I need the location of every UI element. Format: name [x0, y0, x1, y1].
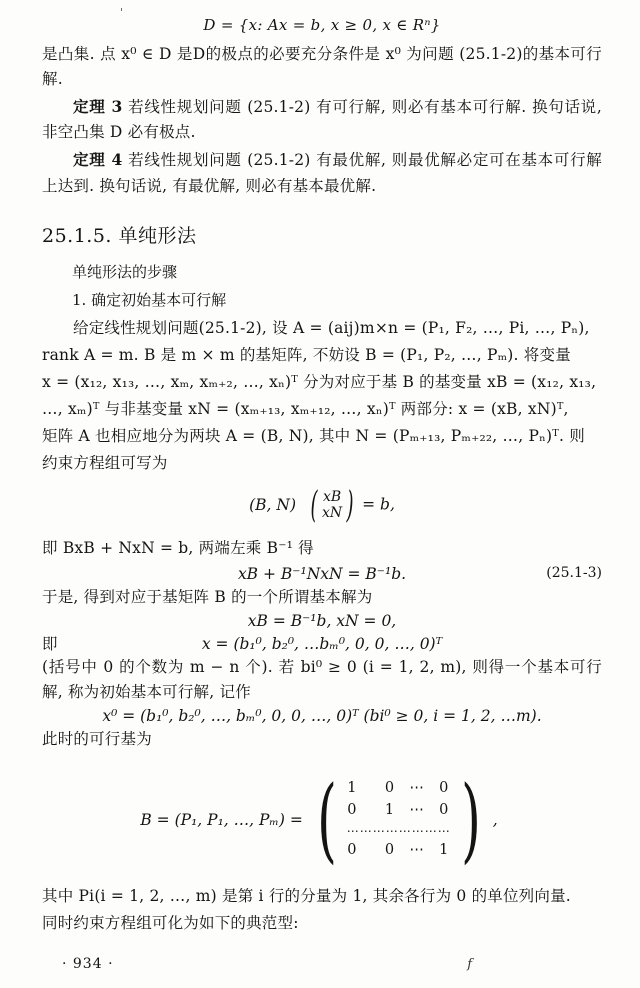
- paragraph-canonical-form: 同时约束方程组可化为如下的典范型:: [42, 913, 299, 932]
- matrix-row: 0 1 ⋯ 0: [347, 802, 451, 819]
- page-bottom-mark: f: [467, 957, 472, 972]
- subheading-steps: 单纯形法的步骤: [72, 262, 178, 281]
- vector-entry-xb: xB: [322, 489, 342, 506]
- right-paren-icon: ): [346, 484, 354, 526]
- matrix-row-dots: ⋯⋯⋯⋯⋯⋯⋯⋯: [346, 823, 451, 838]
- page-top-mark: ': [120, 6, 124, 19]
- matrix-row: 0 0 ⋯ 1: [347, 841, 451, 858]
- paragraph-feasible-basis: 此时的可行基为: [42, 730, 152, 749]
- left-paren-icon: (: [310, 484, 318, 526]
- theorem-3-paragraph: [42, 94, 602, 145]
- matrix-rows: [345, 778, 453, 861]
- matrix-vector-equation: [42, 484, 602, 526]
- paragraph-setup-line4: …, xₘ)ᵀ 与非基变量 xN = (xₘ₊₁₃, xₘ₊₁₂, …, xₙ)ᵀ 两部分: x = (xB, xN)ᵀ,: [42, 399, 569, 418]
- label-ji: 即: [42, 634, 58, 653]
- equation-initial-solution: x⁰ = (b₁⁰, b₂⁰, …, bₘ⁰, 0, 0, …, 0)ᵀ (bi⁰ ≥ 0, i = 1, 2, …m).: [102, 707, 542, 726]
- equation-number: (25.1-3): [546, 564, 602, 581]
- theorem-4-paragraph: [42, 147, 602, 198]
- vector-entry-xn: xN: [321, 504, 343, 521]
- theorem-3-label: 定理 3: [73, 97, 123, 117]
- identity-matrix-equation: [42, 765, 602, 873]
- equation-25-1-3: xB + B⁻¹NxN = B⁻¹b.: [237, 564, 407, 583]
- page-number: · 934 ·: [62, 956, 114, 972]
- top-equation: D = {x: Ax = b, x ≥ 0, x ∈ Rⁿ}: [203, 16, 441, 34]
- subheading-step-1: 1. 确定初始基本可行解: [72, 290, 227, 309]
- paragraph-setup-line5: 矩阵 A 也相应地分为两块 A = (B, N), 其中 N = (Pₘ₊₁₃, Pₘ₊₂₂, …, Pₙ)ᵀ. 则: [42, 427, 585, 446]
- paragraph-setup-line3: x = (x₁₂, x₁₃, …, xₘ, xₘ₊₂, …, xₙ)ᵀ 分为对应于基 B 的基变量 xB = (x₁₂, x₁₃,: [42, 372, 597, 391]
- paragraph-setup-line6: 约束方程组可写为: [42, 454, 168, 473]
- matrix-left-paren-icon: (: [316, 765, 337, 873]
- paragraph-convex-set: 是凸集. 点 x⁰ ∈ D 是D的极点的必要充分条件是 x⁰ 为问题 (25.1-2)的基本可行解.: [42, 45, 602, 89]
- theorem-4-label: 定理 4: [73, 150, 123, 170]
- vector-entries: [321, 490, 343, 521]
- page-body: [42, 14, 602, 938]
- matrix-B-label: B = (P₁, P₁, …, Pₘ) =: [140, 810, 303, 829]
- matrix-row: 1 0 ⋯ 0: [347, 780, 451, 797]
- paragraph-multiply: 即 BxB + NxN = b, 两端左乘 B⁻¹ 得: [42, 538, 314, 557]
- paragraph-setup-line1: 给定线性规划问题(25.1-2), 设 A = (aij)m×n = (P₁, F₂, …, Pi, …, Pₙ),: [73, 318, 590, 337]
- equation-basic-solution-expanded: x = (b₁⁰, b₂⁰, …bₘ⁰, 0, 0, …, 0)ᵀ: [201, 634, 443, 653]
- matrix-BN: (B, N): [249, 495, 296, 514]
- matrix-right-paren-icon: ): [460, 765, 481, 873]
- matrix-trailing-comma: ,: [492, 810, 498, 829]
- theorem-3-text: 若线性规划问题 (25.1-2) 有可行解, 则必有基本可行解. 换句话说, 非空凸集 D 必有极点.: [42, 98, 603, 142]
- matrix-equation-rhs: = b,: [362, 495, 395, 514]
- paragraph-basic-solution: 于是, 得到对应于基矩阵 B 的一个所谓基本解为: [42, 587, 373, 606]
- equation-basic-solution: xB = B⁻¹b, xN = 0,: [247, 611, 397, 630]
- paragraph-unit-vectors: 其中 Pi(i = 1, 2, …, m) 是第 i 行的分量为 1, 其余各行为 0 的单位列向量.: [42, 886, 571, 905]
- theorem-4-text: 若线性规划问题 (25.1-2) 有最优解, 则最优解必定可在基本可行解上达到. 换句话说, 有最优解, 则必有基本最优解.: [42, 151, 602, 195]
- paragraph-nonnegativity: (括号中 0 的个数为 m − n 个). 若 bi⁰ ≥ 0 (i = 1, 2, m), 则得一个基本可行解, 称为初始基本可行解, 记作: [42, 657, 602, 702]
- section-heading: 25.1.5. 单纯形法: [42, 224, 197, 247]
- paragraph-setup-line2: rank A = m. B 是 m × m 的基矩阵, 不妨设 B = (P₁, P₂, …, Pₘ). 将变量: [42, 345, 571, 364]
- equation-25-1-3-line: [42, 565, 602, 583]
- column-vector: [307, 484, 357, 526]
